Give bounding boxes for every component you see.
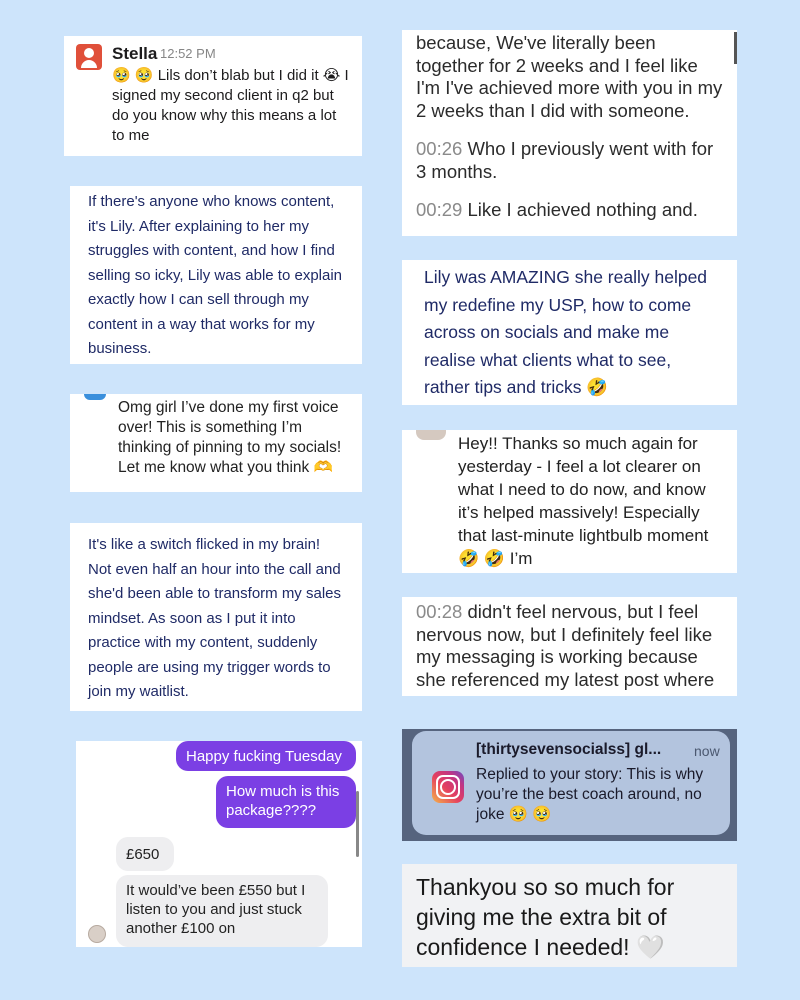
message-text: Hey!! Thanks so much again for yesterday - I feel a lot clearer on what I need to do now, and know it’s helped massively! Especially that last-minute lightbulb moment 🤣 🤣 I’m: [458, 434, 709, 568]
transcript-line: [416, 601, 723, 691]
testimonial-usp-card: [402, 260, 737, 405]
instagram-icon: [432, 771, 464, 803]
user-avatar-icon: [76, 44, 102, 70]
timestamp[interactable]: 00:28: [416, 601, 463, 622]
testimonial-text: If there's anyone who knows content, it's Lily. After explaining to her my struggles with content, and how I find selling so icky, Lily was able to explain exactly how I can sell through my content in a way that works for my business.: [88, 193, 343, 357]
timestamp[interactable]: 00:26: [416, 138, 463, 159]
profile-picture-icon: [416, 430, 446, 440]
testimonial-text: It's like a switch flicked in my brain! Not even half an hour into the call and she'd been able to transform my sales mindset. As soon as I put it into practice with my content, suddenly people are using my trigger words to join my waitlist.: [88, 536, 341, 700]
transcript-text: Like I achieved nothing and.: [467, 199, 698, 220]
scrollbar[interactable]: [356, 791, 359, 857]
testimonial-content-card: [70, 186, 362, 364]
notification-body: Replied to your story: This is why you’re the best coach around, no joke 🥹 🥹: [476, 766, 704, 823]
message-text: Thankyou so so much for giving me the extra bit of confidence I needed! 🤍: [416, 874, 675, 960]
chat-conversation-card: [76, 741, 362, 947]
received-message-bubble: £650: [116, 837, 174, 871]
timestamp[interactable]: 00:29: [416, 199, 463, 220]
transcript-line: [416, 138, 723, 183]
avatar-icon: [84, 394, 106, 400]
testimonial-text: Lily was AMAZING she really helped my redefine my USP, how to come across on socials and make me realise what clients what to see, rather tips and tricks 🤣: [424, 267, 708, 397]
message-time: 12:52 PM: [160, 46, 216, 61]
notification-time: now: [694, 743, 720, 759]
call-transcript-card-2: [402, 597, 737, 696]
scrollbar[interactable]: [734, 32, 737, 64]
message-text: Omg girl I’ve done my first voice over! This is something I’m thinking of pinning to my socials! Let me know what you think 🫶: [118, 399, 342, 476]
sent-message-bubble: How much is this package????: [216, 776, 356, 828]
call-transcript-card: [402, 30, 737, 236]
notification-banner[interactable]: [412, 731, 730, 835]
voice-over-message-card: [70, 394, 362, 492]
transcript-text: didn't feel nervous, but I feel nervous now, but I definitely feel like my messaging is working because she referenced my latest post where: [416, 601, 715, 690]
instagram-notification-card: [402, 729, 737, 841]
slack-message-card: [64, 36, 362, 156]
sender-name[interactable]: Stella: [112, 44, 158, 63]
thanks-message-card: [402, 430, 737, 573]
transcript-text: Who I previously went with for 3 months.: [416, 138, 714, 182]
testimonial-mindset-card: [70, 523, 362, 711]
received-message-bubble: It would’ve been £550 but I listen to you and just stuck another £100 on: [116, 875, 328, 947]
confidence-message-card: [402, 864, 737, 967]
sent-message-bubble: Happy fucking Tuesday: [176, 741, 356, 771]
transcript-line: because, We've literally been together for 2 weeks and I feel like I'm I've achieved more with you in my 2 weeks than I did with someone.: [416, 32, 723, 121]
message-text: 🥹 🥹 Lils don’t blab but I did it 😭 I signed my second client in q2 but do you know why this means a lot to me: [112, 67, 349, 144]
notification-title: [thirtysevensocialss] gl...: [476, 741, 662, 758]
profile-picture-icon: [88, 925, 106, 943]
transcript-line: [416, 199, 723, 222]
